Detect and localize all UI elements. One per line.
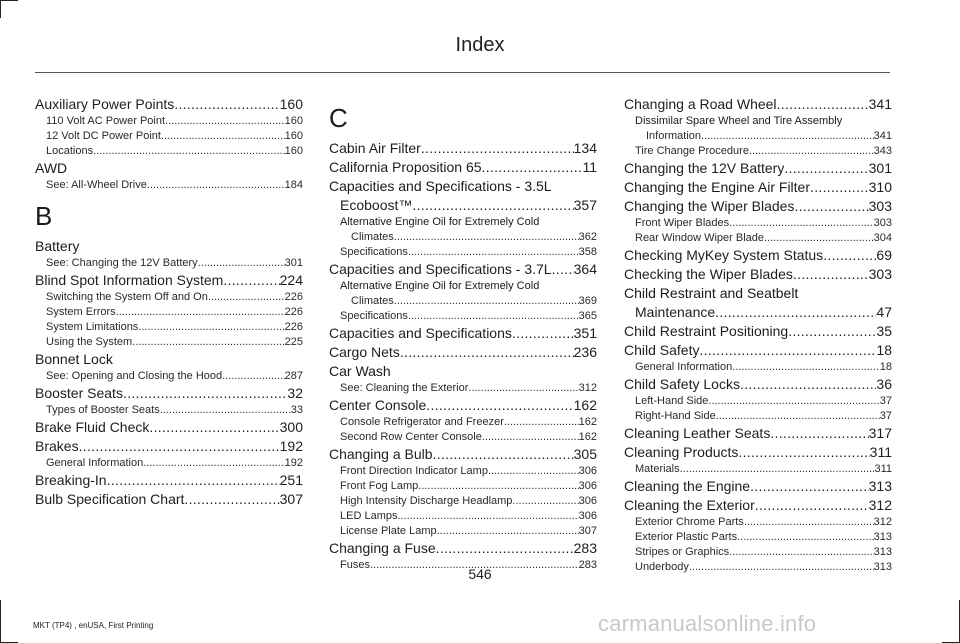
index-entry[interactable] xyxy=(329,324,597,343)
dot-leader xyxy=(823,246,876,265)
dot-leader xyxy=(793,265,869,284)
index-subentry[interactable] xyxy=(35,305,303,320)
entry-label: See: Opening and Closing the Hood xyxy=(46,370,223,382)
entry-label: Stripes or Graphics xyxy=(635,546,730,558)
crop-mark xyxy=(0,0,1,18)
entry-label: 110 Volt AC Power Point xyxy=(46,115,166,127)
dot-leader xyxy=(512,494,578,509)
entry-label: See: All-Wheel Drive xyxy=(46,179,147,191)
index-subentry[interactable] xyxy=(624,394,892,409)
index-entry[interactable] xyxy=(624,496,892,515)
index-subentry[interactable] xyxy=(35,178,303,193)
entry-label: Exterior Chrome Parts xyxy=(635,516,744,528)
entry-label: Checking MyKey System Status xyxy=(624,247,824,263)
entry-page-number: 311 xyxy=(874,463,892,475)
dot-leader xyxy=(784,159,868,178)
section-letter: B xyxy=(35,201,53,231)
entry-page-number: 11 xyxy=(582,159,597,175)
dot-leader xyxy=(482,158,583,177)
dot-leader xyxy=(740,375,876,394)
entry-label: Changing the Engine Air Filter xyxy=(624,179,810,195)
entry-label: Changing a Bulb xyxy=(329,446,433,462)
index-subentry[interactable] xyxy=(329,309,597,324)
index-subentry[interactable] xyxy=(624,144,892,159)
dot-leader xyxy=(755,496,869,515)
entry-page-number: 305 xyxy=(573,446,597,462)
index-subentry[interactable] xyxy=(329,430,597,445)
entry-label: Cargo Nets xyxy=(329,344,400,360)
index-subentry[interactable] xyxy=(329,494,597,509)
entry-label: Materials xyxy=(635,463,680,475)
index-subentry[interactable] xyxy=(624,545,892,560)
index-entry[interactable] xyxy=(624,303,892,322)
index-subentry[interactable] xyxy=(329,479,597,494)
index-column-1 xyxy=(35,95,303,509)
entry-label: Cabin Air Filter xyxy=(329,140,421,156)
entry-page-number: 36 xyxy=(876,376,892,392)
index-subentry[interactable] xyxy=(624,409,892,424)
index-subentry[interactable] xyxy=(624,360,892,375)
dot-leader xyxy=(222,369,285,384)
index-subentry[interactable] xyxy=(35,144,303,159)
index-subentry[interactable] xyxy=(35,129,303,144)
index-entry[interactable] xyxy=(329,158,597,177)
entry-label: Ecoboost™ xyxy=(340,197,413,213)
index-entry[interactable] xyxy=(35,471,303,490)
index-subentry[interactable] xyxy=(624,129,892,144)
index-subentry[interactable] xyxy=(329,294,597,309)
dot-leader xyxy=(729,216,873,231)
crop-mark xyxy=(0,0,18,1)
dot-leader xyxy=(764,231,874,246)
index-entry[interactable] xyxy=(624,197,892,216)
dot-leader xyxy=(436,539,574,558)
index-column-3 xyxy=(624,95,892,575)
dot-leader xyxy=(732,360,880,375)
entry-page-number: 364 xyxy=(573,261,597,277)
dot-leader xyxy=(208,290,285,305)
entry-label: General Information xyxy=(46,457,144,469)
dot-leader xyxy=(482,430,579,445)
entry-label: Blind Spot Information System xyxy=(35,272,224,288)
dot-leader xyxy=(412,196,573,215)
dot-leader xyxy=(737,530,874,545)
entry-label: Cleaning Leather Seats xyxy=(624,425,771,441)
dot-leader xyxy=(165,114,285,129)
entry-page-number: 312 xyxy=(868,497,892,513)
entry-label: Specifications xyxy=(340,246,408,258)
entry-label: Climates xyxy=(351,231,394,243)
dot-leader xyxy=(701,129,874,144)
index-entry[interactable] xyxy=(329,539,597,558)
index-subentry[interactable] xyxy=(329,524,597,539)
index-subentry[interactable] xyxy=(329,245,597,260)
entry-page-number: 69 xyxy=(876,247,892,263)
entry-page-number: 317 xyxy=(868,425,892,441)
page-number: 546 xyxy=(468,566,492,582)
entry-label: Child Safety Locks xyxy=(624,376,740,392)
dot-leader xyxy=(394,230,579,245)
entry-label: Center Console xyxy=(329,397,427,413)
entry-page-number: 33 xyxy=(290,404,303,416)
entry-page-number: 162 xyxy=(578,416,597,428)
entry-label: California Proposition 65 xyxy=(329,159,482,175)
index-entry[interactable] xyxy=(624,159,892,178)
dot-leader xyxy=(421,139,574,158)
entry-label: Fuses xyxy=(340,559,370,571)
entry-page-number: 303 xyxy=(868,266,892,282)
dot-leader xyxy=(699,341,876,360)
entry-page-number: 160 xyxy=(284,115,303,127)
entry-page-number: 283 xyxy=(573,540,597,556)
entry-label: Underbody xyxy=(635,561,689,573)
index-subentry[interactable] xyxy=(35,256,303,271)
entry-label: Cleaning Products xyxy=(624,444,739,460)
index-entry[interactable] xyxy=(329,343,597,362)
dot-leader xyxy=(223,271,279,290)
entry-label: Child Safety xyxy=(624,342,700,358)
dot-leader xyxy=(810,178,869,197)
dot-leader xyxy=(426,396,573,415)
index-subentry[interactable] xyxy=(35,403,303,418)
entry-page-number: 341 xyxy=(868,96,892,112)
entry-label: Right-Hand Side xyxy=(635,410,716,422)
entry-label: Using the System xyxy=(46,336,133,348)
entry-page-number: 226 xyxy=(284,321,303,333)
entry-page-number: 306 xyxy=(578,465,597,477)
dot-leader xyxy=(680,462,875,477)
entry-page-number: 192 xyxy=(279,438,303,454)
entry-label: Auxiliary Power Points xyxy=(35,96,175,112)
index-entry[interactable] xyxy=(624,178,892,197)
entry-page-number: 301 xyxy=(868,160,892,176)
entry-label: Specifications xyxy=(340,310,408,322)
index-entry[interactable] xyxy=(35,437,303,456)
header-rule xyxy=(35,72,890,73)
dot-leader xyxy=(116,305,285,320)
entry-page-number: 283 xyxy=(578,559,597,571)
dot-leader xyxy=(715,303,876,322)
entry-page-number: 134 xyxy=(573,140,597,156)
dot-leader xyxy=(174,95,279,114)
entry-page-number: 303 xyxy=(868,198,892,214)
entry-page-number: 310 xyxy=(868,179,892,195)
footer-text: MKT (TP4) , enUSA, First Printing xyxy=(33,621,154,630)
index-subheading: Alternative Engine Oil for Extremely Cold xyxy=(340,216,540,228)
watermark: carmanualsonline.info xyxy=(598,611,817,636)
index-subentry[interactable] xyxy=(624,462,892,477)
index-entry[interactable] xyxy=(35,271,303,290)
entry-label: Console Refrigerator and Freezer xyxy=(340,416,504,428)
entry-page-number: 162 xyxy=(573,397,597,413)
entry-page-number: 313 xyxy=(873,546,892,558)
page-title: Index xyxy=(455,34,505,56)
index-entry[interactable] xyxy=(329,139,597,158)
entry-page-number: 357 xyxy=(573,197,597,213)
entry-page-number: 358 xyxy=(578,246,597,258)
dot-leader xyxy=(408,309,579,324)
entry-label: Exterior Plastic Parts xyxy=(635,531,738,543)
entry-page-number: 160 xyxy=(284,130,303,142)
entry-label: Booster Seats xyxy=(35,385,123,401)
dot-leader xyxy=(468,381,578,396)
entry-page-number: 369 xyxy=(578,295,597,307)
entry-page-number: 307 xyxy=(279,491,303,507)
entry-page-number: 311 xyxy=(869,444,892,460)
index-subentry[interactable] xyxy=(329,381,597,396)
index-subentry[interactable] xyxy=(35,320,303,335)
index-heading: Child Restraint and Seatbelt xyxy=(624,285,799,301)
index-heading: Capacities and Specifications - 3.5L xyxy=(329,178,552,194)
entry-label: Brake Fluid Check xyxy=(35,419,150,435)
dot-leader xyxy=(138,320,284,335)
index-entry[interactable] xyxy=(624,265,892,284)
entry-label: System Limitations xyxy=(46,321,139,333)
dot-leader xyxy=(552,260,574,279)
entry-label: Capacities and Specifications xyxy=(329,325,512,341)
dot-leader xyxy=(400,343,574,362)
index-entry[interactable] xyxy=(624,424,892,443)
entry-page-number: 312 xyxy=(578,382,597,394)
entry-page-number: 300 xyxy=(279,419,303,435)
entry-page-number: 226 xyxy=(284,306,303,318)
entry-label: Maintenance xyxy=(635,304,716,320)
index-entry[interactable] xyxy=(35,418,303,437)
entry-page-number: 32 xyxy=(287,385,303,401)
entry-page-number: 303 xyxy=(873,217,892,229)
entry-page-number: 160 xyxy=(284,145,303,157)
entry-page-number: 307 xyxy=(578,525,597,537)
entry-page-number: 18 xyxy=(876,342,892,358)
index-entry[interactable] xyxy=(35,95,303,114)
index-heading: Bonnet Lock xyxy=(35,351,113,367)
entry-page-number: 37 xyxy=(879,395,892,407)
index-entry[interactable] xyxy=(624,443,892,462)
entry-page-number: 37 xyxy=(879,410,892,422)
index-subentry[interactable] xyxy=(329,415,597,430)
dot-leader xyxy=(749,144,874,159)
index-entry[interactable] xyxy=(35,384,303,403)
entry-page-number: 47 xyxy=(876,304,892,320)
dot-leader xyxy=(149,418,279,437)
entry-page-number: 362 xyxy=(578,231,597,243)
dot-leader xyxy=(408,245,579,260)
index-heading: Car Wash xyxy=(329,363,391,379)
index-entry[interactable] xyxy=(329,445,597,464)
entry-label: Changing the 12V Battery xyxy=(624,160,785,176)
index-subentry[interactable] xyxy=(624,530,892,545)
index-subentry[interactable] xyxy=(624,231,892,246)
entry-label: 12 Volt DC Power Point xyxy=(46,130,161,142)
entry-page-number: 287 xyxy=(284,370,303,382)
entry-page-number: 306 xyxy=(578,495,597,507)
index-subheading: Dissimilar Spare Wheel and Tire Assembly xyxy=(635,115,843,127)
index-subentry[interactable] xyxy=(35,369,303,384)
entry-label: License Plate Lamp xyxy=(340,525,437,537)
entry-page-number: 313 xyxy=(873,531,892,543)
dot-leader xyxy=(770,424,868,443)
entry-page-number: 251 xyxy=(279,472,303,488)
index-entry[interactable] xyxy=(624,375,892,394)
index-subheading: Alternative Engine Oil for Extremely Cold xyxy=(340,280,540,292)
entry-label: Locations xyxy=(46,145,94,157)
entry-label: Second Row Center Console xyxy=(340,431,482,443)
entry-label: Front Fog Lamp xyxy=(340,480,419,492)
entry-page-number: 313 xyxy=(868,478,892,494)
dot-leader xyxy=(716,409,880,424)
index-subentry[interactable] xyxy=(35,290,303,305)
dot-leader xyxy=(794,197,868,216)
dot-leader xyxy=(143,456,284,471)
entry-label: General Information xyxy=(635,361,733,373)
dot-leader xyxy=(161,129,285,144)
entry-label: See: Changing the 12V Battery xyxy=(46,257,198,269)
dot-leader xyxy=(504,415,579,430)
entry-label: See: Cleaning the Exterior xyxy=(340,382,469,394)
index-entry[interactable] xyxy=(624,322,892,341)
crop-mark xyxy=(0,600,1,643)
entry-page-number: 365 xyxy=(578,310,597,322)
entry-page-number: 225 xyxy=(284,336,303,348)
dot-leader xyxy=(750,477,869,496)
dot-leader xyxy=(708,394,879,409)
index-entry[interactable] xyxy=(624,246,892,265)
dot-leader xyxy=(93,144,285,159)
entry-page-number: 226 xyxy=(284,291,303,303)
entry-page-number: 192 xyxy=(284,457,303,469)
entry-page-number: 313 xyxy=(873,561,892,573)
dot-leader xyxy=(788,322,876,341)
index-subentry[interactable] xyxy=(624,216,892,231)
dot-leader xyxy=(512,324,574,343)
entry-label: Brakes xyxy=(35,438,79,454)
entry-label: Rear Window Wiper Blade xyxy=(635,232,764,244)
dot-leader xyxy=(107,471,280,490)
entry-page-number: 35 xyxy=(876,323,892,339)
dot-leader xyxy=(744,515,874,530)
entry-label: Switching the System Off and On xyxy=(46,291,208,303)
section-letter: C xyxy=(329,103,348,133)
entry-page-number: 304 xyxy=(873,232,892,244)
dot-leader xyxy=(198,256,285,271)
entry-page-number: 301 xyxy=(284,257,303,269)
entry-page-number: 306 xyxy=(578,510,597,522)
dot-leader xyxy=(738,443,869,462)
dot-leader xyxy=(132,335,284,350)
entry-page-number: 236 xyxy=(573,344,597,360)
entry-page-number: 160 xyxy=(279,96,303,112)
entry-page-number: 312 xyxy=(873,516,892,528)
dot-leader xyxy=(777,95,869,114)
entry-label: Breaking-In xyxy=(35,472,107,488)
dot-leader xyxy=(437,524,579,539)
entry-label: Checking the Wiper Blades xyxy=(624,266,793,282)
index-entry[interactable] xyxy=(329,260,597,279)
index-heading: AWD xyxy=(35,160,68,176)
entry-page-number: 224 xyxy=(279,272,303,288)
entry-page-number: 341 xyxy=(873,130,892,142)
dot-leader xyxy=(184,490,279,509)
dot-leader xyxy=(729,545,873,560)
dot-leader xyxy=(397,509,578,524)
entry-label: Climates xyxy=(351,295,394,307)
entry-label: Child Restraint Positioning xyxy=(624,323,789,339)
dot-leader xyxy=(488,464,579,479)
index-subentry[interactable] xyxy=(35,456,303,471)
entry-label: Capacities and Specifications - 3.7L xyxy=(329,261,552,277)
index-entry[interactable] xyxy=(329,196,597,215)
entry-label: System Errors xyxy=(46,306,116,318)
entry-label: Left-Hand Side xyxy=(635,395,709,407)
entry-label: Cleaning the Exterior xyxy=(624,497,755,513)
dot-leader xyxy=(394,294,579,309)
index-entry[interactable] xyxy=(624,95,892,114)
dot-leader xyxy=(123,384,287,403)
entry-label: Information xyxy=(646,130,702,142)
entry-label: Tire Change Procedure xyxy=(635,145,749,157)
dot-leader xyxy=(433,445,574,464)
entry-page-number: 351 xyxy=(573,325,597,341)
index-subentry[interactable] xyxy=(624,515,892,530)
entry-label: Changing a Fuse xyxy=(329,540,436,556)
dot-leader xyxy=(79,437,280,456)
dot-leader xyxy=(418,479,578,494)
entry-page-number: 18 xyxy=(879,361,892,373)
index-heading: Battery xyxy=(35,238,80,254)
index-entry[interactable] xyxy=(624,341,892,360)
index-entry[interactable] xyxy=(329,396,597,415)
index-subentry[interactable] xyxy=(35,114,303,129)
index-subentry[interactable] xyxy=(329,464,597,479)
entry-label: Types of Booster Seats xyxy=(46,404,160,416)
index-subentry[interactable] xyxy=(329,230,597,245)
entry-label: Bulb Specification Chart xyxy=(35,491,185,507)
dot-leader xyxy=(160,403,291,418)
entry-page-number: 306 xyxy=(578,480,597,492)
entry-label: LED Lamps xyxy=(340,510,398,522)
index-subentry[interactable] xyxy=(35,335,303,350)
entry-label: Front Wiper Blades xyxy=(635,217,730,229)
index-column-2 xyxy=(329,95,597,573)
index-entry[interactable] xyxy=(35,490,303,509)
entry-page-number: 184 xyxy=(284,179,303,191)
entry-label: Changing the Wiper Blades xyxy=(624,198,795,214)
index-subentry[interactable] xyxy=(329,509,597,524)
entry-page-number: 343 xyxy=(873,145,892,157)
entry-label: High Intensity Discharge Headlamp xyxy=(340,495,513,507)
dot-leader xyxy=(147,178,285,193)
entry-label: Changing a Road Wheel xyxy=(624,96,777,112)
entry-label: Cleaning the Engine xyxy=(624,478,751,494)
entry-label: Front Direction Indicator Lamp xyxy=(340,465,488,477)
index-entry[interactable] xyxy=(624,477,892,496)
entry-page-number: 162 xyxy=(578,431,597,443)
